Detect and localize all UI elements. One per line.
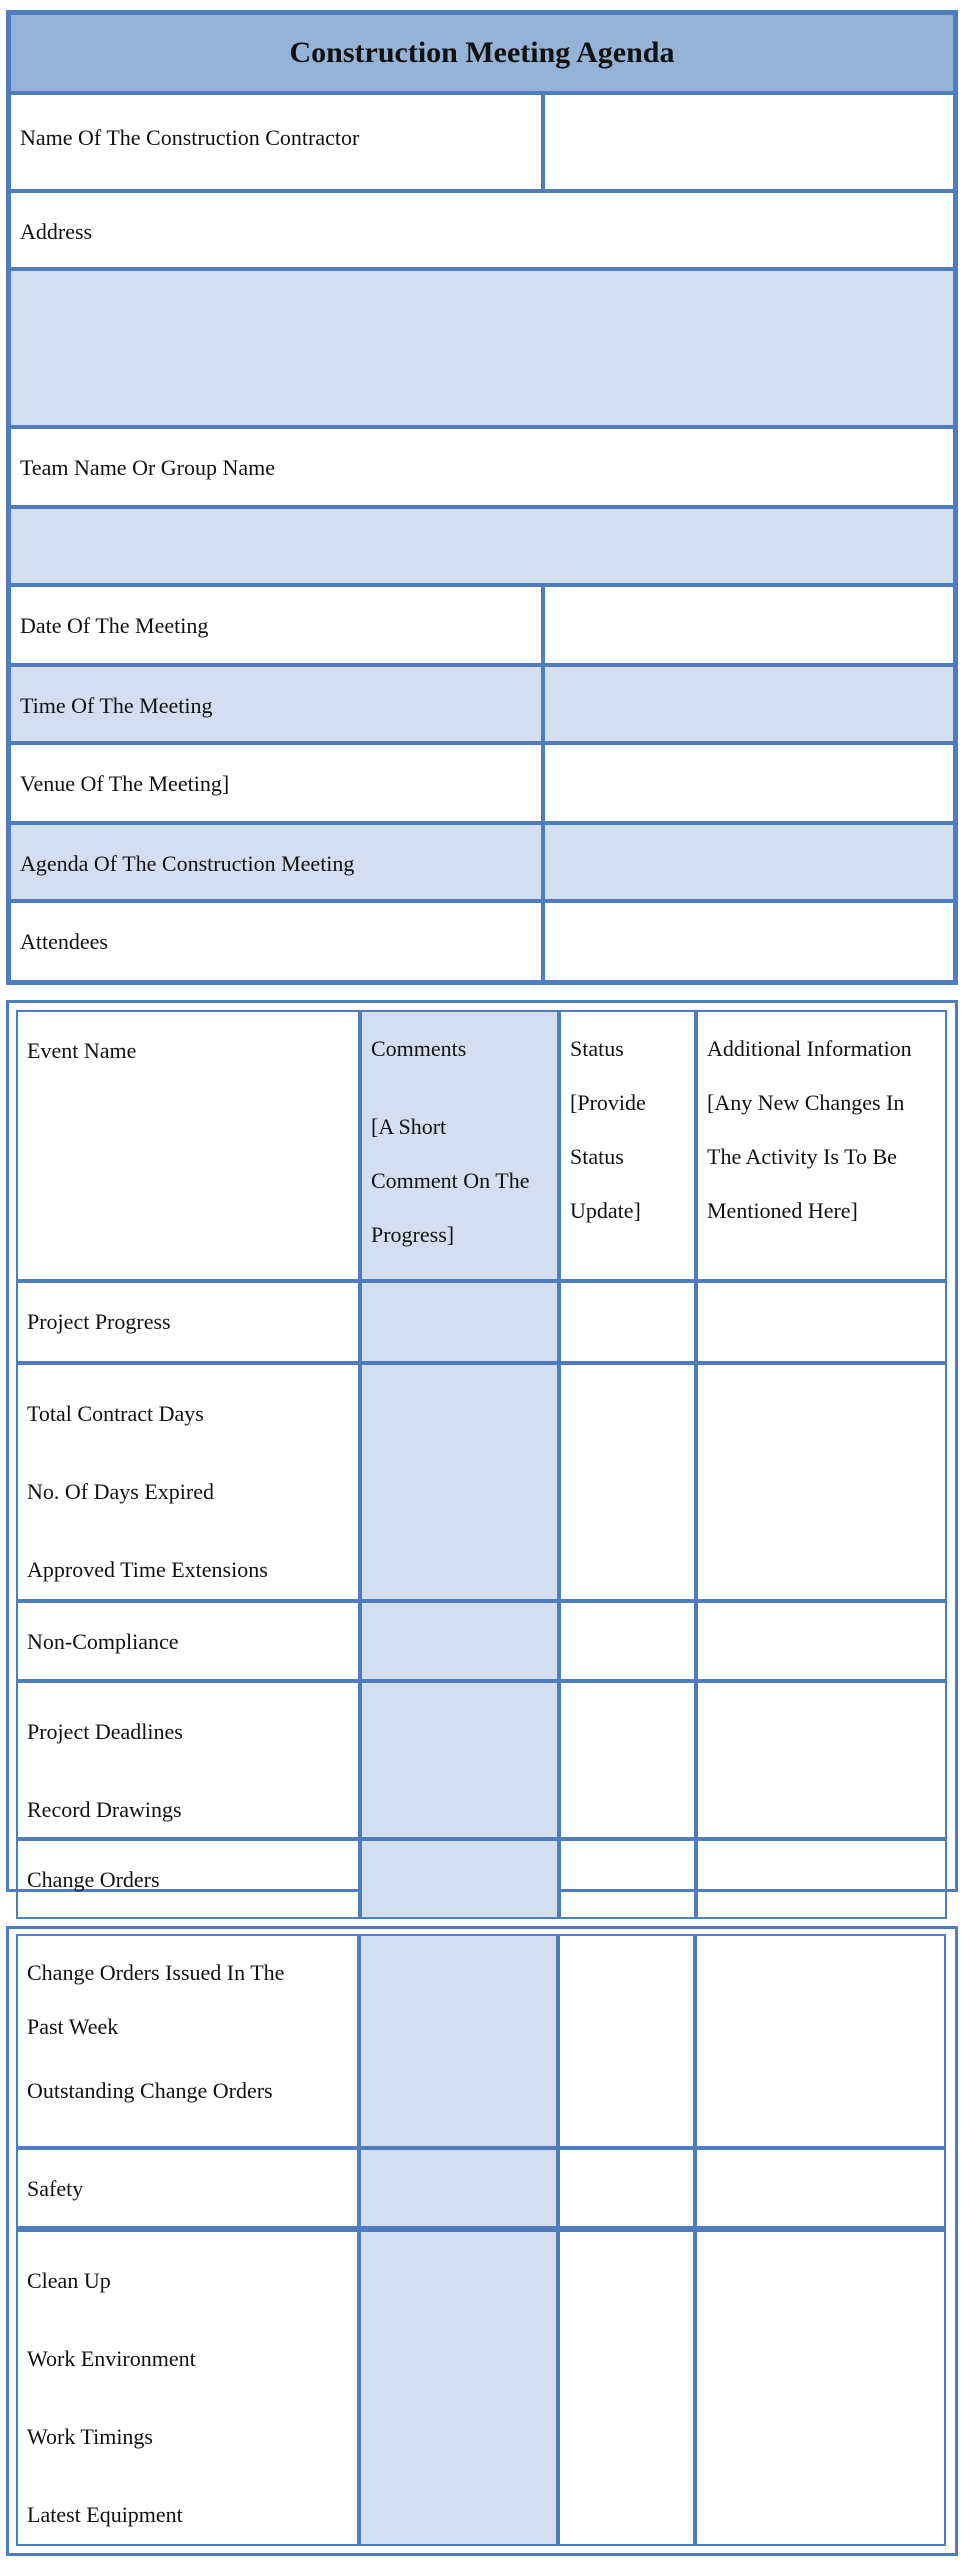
meeting-date-field[interactable]: [543, 585, 955, 665]
row-label: Record Drawings: [27, 1797, 182, 1822]
team-name-field[interactable]: [9, 507, 955, 585]
header-event-name-label: Event Name: [27, 1038, 137, 1063]
row-label: Change Orders: [27, 1867, 160, 1892]
address-field[interactable]: [9, 269, 955, 427]
row-label: Clean Up: [27, 2268, 111, 2293]
meeting-time-label-cell: [9, 665, 543, 743]
header-comments-line: Progress]: [371, 1222, 455, 1247]
status-cell[interactable]: [559, 1363, 696, 1601]
table-row: [16, 1934, 359, 2148]
row-label: Project Progress: [27, 1309, 171, 1334]
status-cell[interactable]: [559, 1681, 696, 1839]
attendees-label: Attendees: [20, 929, 108, 954]
row-label: Approved Time Extensions: [27, 1557, 268, 1582]
meeting-venue-label-cell: [9, 743, 543, 823]
title-bar: [9, 13, 955, 93]
meeting-venue-label: Venue Of The Meeting]: [20, 771, 230, 796]
meeting-agenda-label: Agenda Of The Construction Meeting: [20, 851, 355, 876]
page-title: Construction Meeting Agenda: [289, 36, 675, 69]
contractor-name-label-cell: [9, 93, 543, 191]
header-comments-line: Comment On The: [371, 1168, 530, 1193]
table-row: [16, 1681, 360, 1839]
table-row: [16, 1363, 360, 1601]
header-comments-line: Comments: [371, 1036, 467, 1061]
comment-cell[interactable]: [359, 2148, 558, 2228]
comment-cell[interactable]: [360, 1681, 559, 1839]
comment-cell[interactable]: [360, 1839, 559, 1919]
header-additional-line: Additional Information: [707, 1036, 912, 1061]
row-label: Project Deadlines: [27, 1719, 183, 1744]
header-event-name: [16, 1010, 360, 1281]
comment-cell[interactable]: [360, 1363, 559, 1601]
additional-info-cell[interactable]: [696, 1363, 947, 1601]
meeting-venue-field[interactable]: [543, 743, 955, 823]
header-status-line: Status: [570, 1144, 624, 1169]
header-additional-line: The Activity Is To Be: [707, 1144, 897, 1169]
row-label: Change Orders Issued In The: [27, 1960, 285, 1985]
additional-info-cell[interactable]: [696, 1281, 947, 1363]
row-label: Work Environment: [27, 2346, 196, 2371]
header-status-line: Status: [570, 1036, 624, 1061]
row-label: Latest Equipment: [27, 2502, 183, 2527]
meeting-agenda-label-cell: [9, 823, 543, 901]
comment-cell[interactable]: [360, 1601, 559, 1681]
status-cell[interactable]: [558, 2230, 695, 2546]
header-additional-line: [Any New Changes In: [707, 1090, 905, 1115]
header-additional-line: Mentioned Here]: [707, 1198, 858, 1223]
additional-info-cell[interactable]: [695, 2148, 946, 2228]
table-row: [16, 2230, 359, 2546]
header-comments-line: [A Short: [371, 1114, 447, 1139]
meeting-time-field[interactable]: [543, 665, 955, 743]
row-label: Safety: [27, 2176, 84, 2201]
status-cell[interactable]: [559, 1839, 696, 1919]
table-row: [16, 1839, 360, 1919]
header-status-line: [Provide: [570, 1090, 646, 1115]
row-label: Non-Compliance: [27, 1629, 179, 1654]
additional-info-cell[interactable]: [696, 1839, 947, 1919]
header-status: [559, 1010, 696, 1281]
comment-cell[interactable]: [359, 1934, 558, 2148]
attendees-field[interactable]: [543, 901, 955, 982]
status-cell[interactable]: [559, 1601, 696, 1681]
row-label: Past Week: [27, 2014, 119, 2039]
table-row: [16, 1601, 360, 1681]
additional-info-cell[interactable]: [695, 1934, 946, 2148]
status-cell[interactable]: [559, 1281, 696, 1363]
table-row: [16, 1281, 360, 1363]
meeting-date-label-cell: [9, 585, 543, 665]
team-name-label: Team Name Or Group Name: [20, 455, 276, 480]
row-label: Work Timings: [27, 2424, 153, 2449]
additional-info-cell[interactable]: [696, 1601, 947, 1681]
meeting-date-label: Date Of The Meeting: [20, 613, 209, 638]
comment-cell[interactable]: [360, 1281, 559, 1363]
status-cell[interactable]: [558, 2148, 695, 2228]
table-row: [16, 2148, 359, 2228]
additional-info-cell[interactable]: [696, 1681, 947, 1839]
row-label: Total Contract Days: [27, 1401, 204, 1426]
header-comments: [360, 1010, 559, 1281]
header-status-line: Update]: [570, 1198, 641, 1223]
address-label-cell: [9, 191, 955, 269]
row-label: No. Of Days Expired: [27, 1479, 214, 1504]
contractor-name-label: Name Of The Construction Contractor: [20, 125, 360, 150]
meeting-agenda-field[interactable]: [543, 823, 955, 901]
status-cell[interactable]: [558, 1934, 695, 2148]
attendees-label-cell: [9, 901, 543, 982]
comment-cell[interactable]: [359, 2230, 558, 2546]
meeting-details-form: [6, 10, 958, 985]
contractor-name-field[interactable]: [543, 93, 955, 191]
additional-info-cell[interactable]: [695, 2230, 946, 2546]
address-label: Address: [20, 219, 93, 244]
team-name-label-cell: [9, 427, 955, 507]
row-label: Outstanding Change Orders: [27, 2078, 273, 2103]
meeting-time-label: Time Of The Meeting: [20, 693, 213, 718]
header-additional-info: [696, 1010, 947, 1281]
